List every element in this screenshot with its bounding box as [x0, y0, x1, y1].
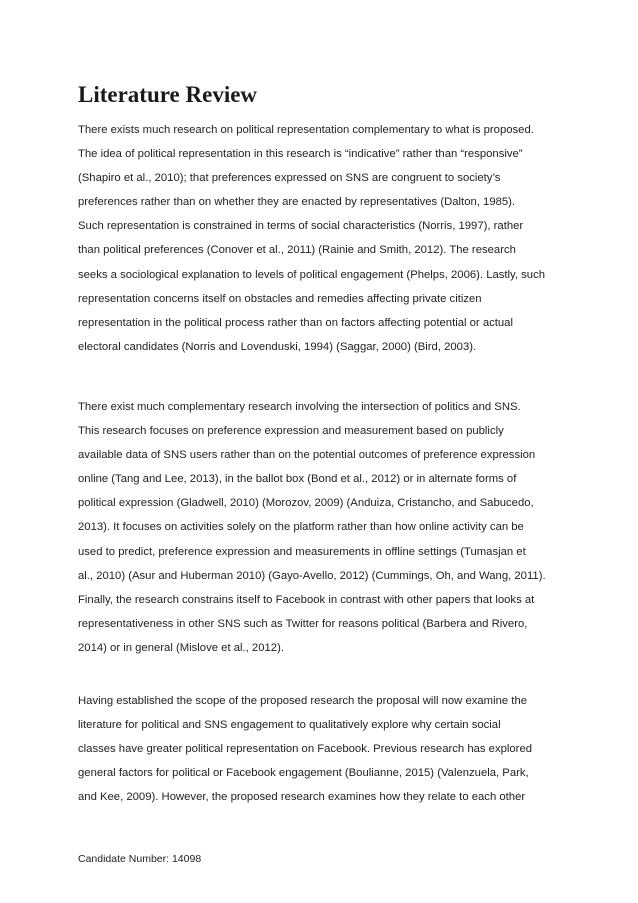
text-line: electoral candidates (Norris and Lovenduski, 1994) (Saggar, 2000) (Bird, 2003). — [78, 340, 477, 353]
text-line: There exist much complementary research involving the intersection of politics and SNS. — [78, 401, 521, 413]
text-line: than political preferences (Conover et al., 2011) (Rainie and Smith, 2012). The research — [78, 244, 516, 257]
text-line: online (Tang and Lee, 2013), in the ballot box (Bond et al., 2012) or in alternate forms of — [78, 473, 517, 486]
text-line: available data of SNS users rather than on the potential outcomes of preference expression — [78, 449, 536, 462]
section-heading: Literature Review — [78, 82, 258, 107]
text-line: Finally, the research constrains itself to Facebook in contrast with other papers that looks at — [78, 593, 535, 606]
text-line: (Shapiro et al., 2010); that preferences expressed on SNS are congruent to society’s — [78, 172, 501, 185]
text-line: Such representation is constrained in terms of social characteristics (Norris, 1997), rather — [78, 220, 524, 233]
paragraph-3 — [78, 689, 568, 809]
text-line: There exists much research on political representation complementary to what is proposed. — [78, 124, 534, 136]
text-line: 2014) or in general (Mislove et al., 2012). — [78, 641, 284, 654]
text-line: and Kee, 2009). However, the proposed research examines how they relate to each other — [78, 791, 526, 804]
paragraph-2 — [78, 395, 568, 660]
text-line: The idea of political representation in this research is “indicative” rather than “responsive” — [78, 148, 523, 161]
text-line: seeks a sociological explanation to levels of political engagement (Phelps, 2006). Lastly, such — [78, 268, 546, 281]
text-line: Having established the scope of the proposed research the proposal will now examine the — [78, 695, 528, 707]
text-line: 2013). It focuses on activities solely on the platform rather than how online activity can be — [78, 521, 524, 534]
text-line: al., 2010) (Asur and Huberman 2010) (Gayo-Avello, 2012) (Cummings, Oh, and Wang, 2011). — [78, 569, 546, 582]
text-line: used to predict, preference expression and measurements in offline settings (Tumasjan et — [78, 545, 526, 558]
text-line: representation concerns itself on obstacles and remedies affecting private citizen — [78, 292, 482, 305]
text-line: political expression (Gladwell, 2010) (Morozov, 2009) (Anduiza, Cristancho, and Sabucedo, — [78, 497, 534, 510]
text-line: classes have greater political representation on Facebook. Previous research has explored — [78, 743, 533, 756]
text-line: literature for political and SNS engagement to qualitatively explore why certain social — [78, 719, 501, 732]
text-line: representation in the political process rather than on factors affecting potential or actual — [78, 316, 513, 329]
page-footer-candidate-number: Candidate Number: 14098 — [78, 853, 202, 865]
text-line: This research focuses on preference expression and measurement based on publicly — [78, 425, 504, 438]
text-line: general factors for political or Facebook engagement (Boulianne, 2015) (Valenzuela, Park, — [78, 767, 529, 780]
text-line: preferences rather than on whether they are enacted by representatives (Dalton, 1985). — [78, 196, 516, 209]
paragraph-1 — [78, 118, 568, 359]
text-line: representativeness in other SNS such as Twitter for reasons political (Barbera and Rivero, — [78, 617, 528, 630]
